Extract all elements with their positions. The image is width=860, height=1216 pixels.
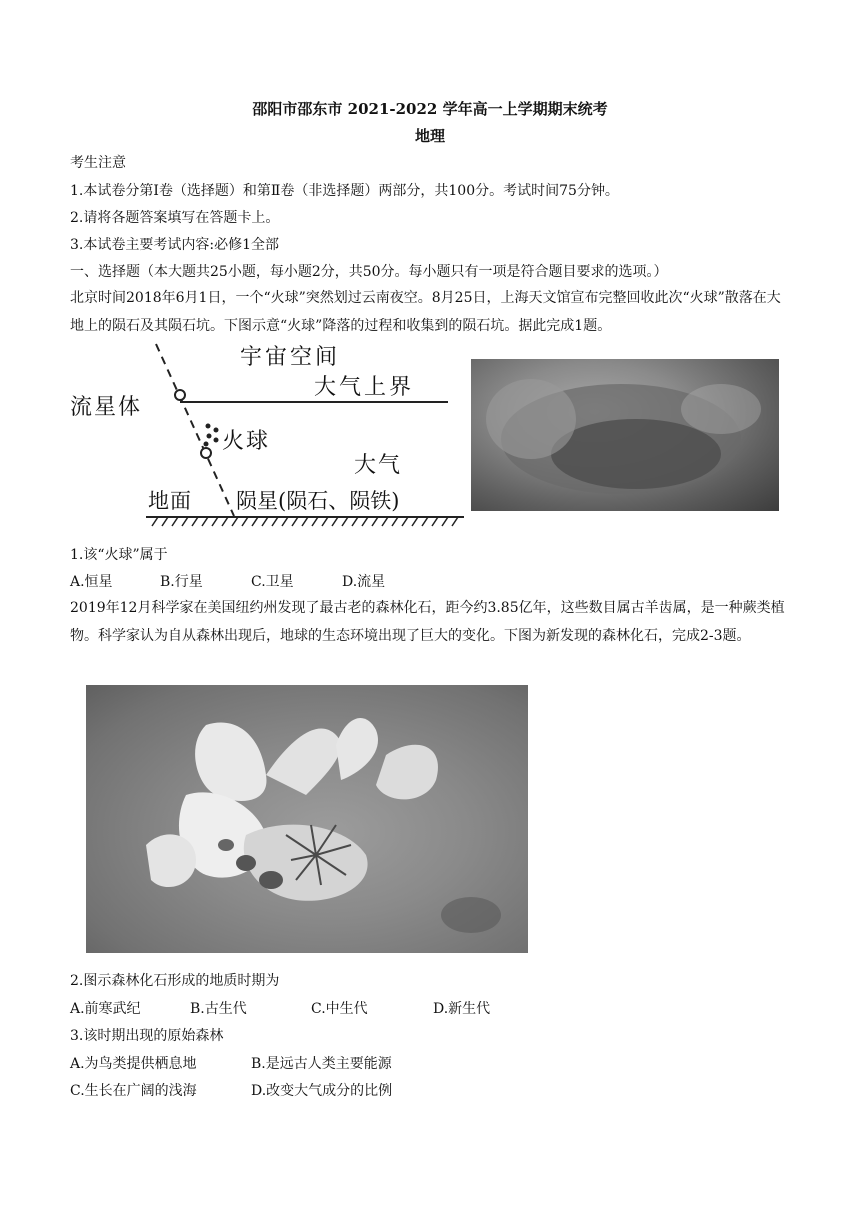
question-1-option-a[interactable]: A.恒星 bbox=[70, 574, 113, 590]
diagram-label-atmosphere-top: 大气上界 bbox=[314, 375, 415, 400]
diagram-label-meteoroid: 流星体 bbox=[70, 395, 143, 420]
question-2-option-d[interactable]: D.新生代 bbox=[433, 1001, 491, 1017]
diagram-label-ground: 地面 bbox=[148, 489, 192, 513]
passage-fireball: 北京时间2018年6月1日，一个“火球”突然划过云南夜空。8月25日，上海天文馆宣布完整回收此次“火球”散落在大地上的陨石及其陨石坑。下图示意“火球”降落的过程和收集到的陨石坑。据此完成1题。 bbox=[70, 290, 781, 334]
meteorite-crater-photo bbox=[471, 359, 779, 511]
diagram-label-fireball: 火球 bbox=[222, 429, 271, 454]
diagram-label-space: 宇宙空间 bbox=[240, 345, 341, 370]
notice-item: 1.本试卷分第Ⅰ卷（选择题）和第Ⅱ卷（非选择题）两部分，共100分。考试时间75分钟。 bbox=[70, 183, 619, 199]
question-3-option-b[interactable]: B.是远古人类主要能源 bbox=[251, 1056, 392, 1072]
question-1-option-c[interactable]: C.卫星 bbox=[251, 574, 294, 590]
meteor-diagram bbox=[68, 340, 468, 530]
question-2-option-b[interactable]: B.古生代 bbox=[190, 1001, 247, 1017]
diagram-label-meteorite: 陨星(陨石、陨铁) bbox=[236, 489, 400, 513]
subject-title: 地理 bbox=[414, 127, 445, 145]
exam-title: 邵阳市邵东市 2021-2022 学年高一上学期期末统考 bbox=[252, 100, 608, 118]
question-3-option-c[interactable]: C.生长在广阔的浅海 bbox=[70, 1083, 197, 1099]
question-3-stem: 3.该时期出现的原始森林 bbox=[70, 1028, 224, 1044]
notice-item: 2.请将各题答案填写在答题卡上。 bbox=[70, 210, 280, 226]
question-2-option-c[interactable]: C.中生代 bbox=[311, 1001, 368, 1017]
question-1-option-b[interactable]: B.行星 bbox=[160, 574, 203, 590]
question-1-option-d[interactable]: D.流星 bbox=[342, 574, 386, 590]
question-3-option-a[interactable]: A.为鸟类提供栖息地 bbox=[70, 1056, 197, 1072]
question-1-stem: 1.该“火球”属于 bbox=[70, 547, 168, 563]
question-2-option-a[interactable]: A.前寒武纪 bbox=[70, 1001, 141, 1017]
question-2-stem: 2.图示森林化石形成的地质时期为 bbox=[70, 973, 280, 989]
notice-heading: 考生注意 bbox=[70, 155, 126, 171]
diagram-label-atmosphere: 大气 bbox=[354, 453, 403, 478]
forest-fossil-photo bbox=[86, 685, 528, 953]
notice-item: 3.本试卷主要考试内容:必修1全部 bbox=[70, 237, 279, 253]
question-3-option-d[interactable]: D.改变大气成分的比例 bbox=[251, 1083, 393, 1099]
section-heading: 一、选择题（本大题共25小题，每小题2分，共50分。每小题只有一项是符合题目要求的选项。） bbox=[70, 264, 668, 280]
passage-forest-fossil: 2019年12月科学家在美国纽约州发现了最古老的森林化石，距今约3.85亿年，这些数目属古羊齿属，是一种蕨类植物。科学家认为自从森林出现后，地球的生态环境出现了巨大的变化。下图为新发现的森林化石，完成2-3题。 bbox=[70, 600, 785, 644]
